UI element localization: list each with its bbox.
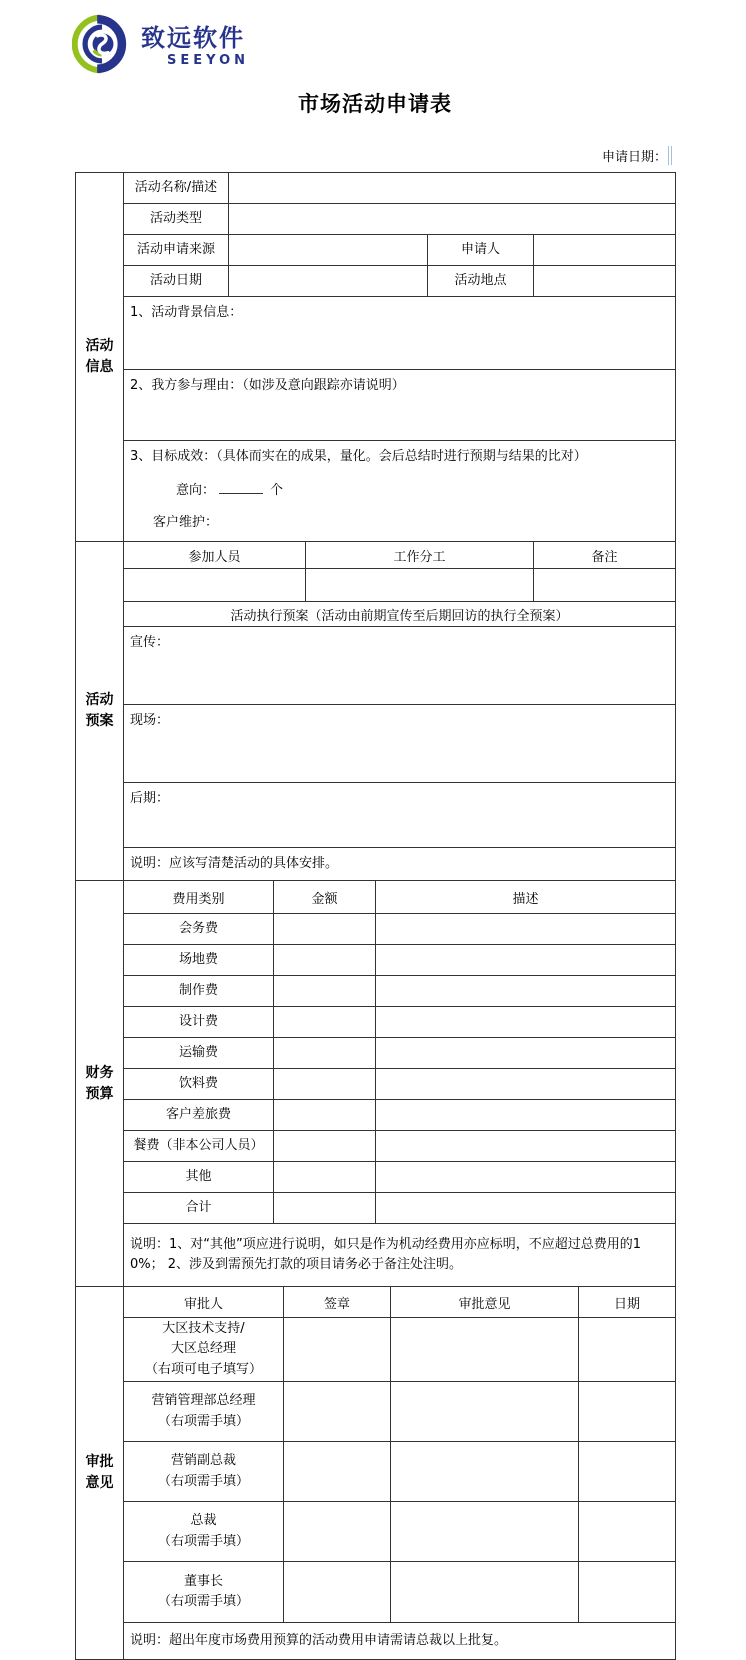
apply-date-label: 申请日期： <box>601 150 667 165</box>
page-title: 市场活动申请表 <box>298 92 452 116</box>
field-opinion[interactable] <box>391 1562 579 1623</box>
approver-row-label: 董事长 （右项需手填） <box>124 1562 284 1623</box>
label-activity-source: 活动申请来源 <box>124 235 229 266</box>
section-financial-budget <box>75 880 676 1287</box>
logo-cn-name: 致远软件 <box>141 24 245 52</box>
note-participation-reason[interactable]: 2、我方参与理由：（如涉及意向跟踪亦请说明） <box>124 370 676 441</box>
fee-row-label: 运输费 <box>124 1038 274 1069</box>
field-activity-type[interactable] <box>229 204 676 235</box>
section-label-activity-plan: 活动 预案 <box>76 542 124 881</box>
field-description[interactable] <box>376 976 676 1007</box>
field-activity-date[interactable] <box>229 266 428 297</box>
field-description[interactable] <box>376 1162 676 1193</box>
field-amount[interactable] <box>274 1069 376 1100</box>
text-cursor[interactable] <box>668 146 672 165</box>
approver-row-label: 营销副总裁 （右项需手填） <box>124 1442 284 1502</box>
seeyon-swirl-icon <box>72 13 134 75</box>
note-target-results[interactable] <box>124 441 676 542</box>
field-work-division[interactable] <box>306 569 534 602</box>
field-onsite[interactable]: 现场： <box>124 705 676 783</box>
field-description[interactable] <box>376 945 676 976</box>
field-description[interactable] <box>376 1193 676 1224</box>
field-date[interactable] <box>579 1502 676 1562</box>
field-description[interactable] <box>376 914 676 945</box>
field-description[interactable] <box>376 1007 676 1038</box>
field-amount[interactable] <box>274 1007 376 1038</box>
field-date[interactable] <box>579 1382 676 1442</box>
field-description[interactable] <box>376 1131 676 1162</box>
apply-date-line <box>75 146 672 165</box>
field-signature[interactable] <box>284 1442 391 1502</box>
intent-blank-field[interactable] <box>219 480 263 494</box>
field-participants[interactable] <box>124 569 306 602</box>
fee-row-label: 设计费 <box>124 1007 274 1038</box>
budget-note: 说明：1、对“其他”项应进行说明，如只是作为机动经费用亦应标明，不应超过总费用的10%； 2、涉及到需预先打款的项目请务必于备注处注明。 <box>124 1224 676 1287</box>
fee-row-label: 其他 <box>124 1162 274 1193</box>
field-date[interactable] <box>579 1562 676 1623</box>
fee-row-label: 制作费 <box>124 976 274 1007</box>
field-followup[interactable]: 后期： <box>124 783 676 848</box>
header-work-division: 工作分工 <box>306 542 534 569</box>
field-signature[interactable] <box>284 1382 391 1442</box>
approver-row-label: 营销管理部总经理 （右项需手填） <box>124 1382 284 1442</box>
field-remark[interactable] <box>534 569 676 602</box>
field-amount[interactable] <box>274 1131 376 1162</box>
field-signature[interactable] <box>284 1502 391 1562</box>
fee-row-label: 场地费 <box>124 945 274 976</box>
field-amount[interactable] <box>274 976 376 1007</box>
label-activity-date: 活动日期 <box>124 266 229 297</box>
fee-row-label: 会务费 <box>124 914 274 945</box>
target-results-text: 3、目标成效：（具体而实在的成果，量化。会后总结时进行预期与结果的比对） <box>130 449 587 464</box>
header-execution-plan: 活动执行预案（活动由前期宣传至后期回访的执行全预案） <box>124 602 676 627</box>
field-signature[interactable] <box>284 1318 391 1382</box>
section-activity-plan <box>75 541 676 881</box>
section-label-activity-info: 活动 信息 <box>76 173 124 542</box>
section-approval-opinion <box>75 1286 676 1660</box>
section-label-financial-budget: 财务 预算 <box>76 881 124 1287</box>
header-remark: 备注 <box>534 542 676 569</box>
header-description: 描述 <box>376 881 676 914</box>
fee-row-label: 饮料费 <box>124 1069 274 1100</box>
header-amount: 金额 <box>274 881 376 914</box>
field-amount[interactable] <box>274 1038 376 1069</box>
field-description[interactable] <box>376 1069 676 1100</box>
fee-row-label: 合计 <box>124 1193 274 1224</box>
seeyon-logo <box>72 13 249 75</box>
field-amount[interactable] <box>274 945 376 976</box>
customer-maintenance-line: 客户维护： <box>153 515 219 531</box>
header-approval-opinion: 审批意见 <box>391 1287 579 1318</box>
label-activity-location: 活动地点 <box>428 266 534 297</box>
header-participants: 参加人员 <box>124 542 306 569</box>
section-label-approval: 审批 意见 <box>76 1287 124 1660</box>
intent-line: 意向： 个 <box>176 480 669 501</box>
label-activity-type: 活动类型 <box>124 204 229 235</box>
header-approver: 审批人 <box>124 1287 284 1318</box>
field-date[interactable] <box>579 1442 676 1502</box>
field-activity-source[interactable] <box>229 235 428 266</box>
label-applicant: 申请人 <box>428 235 534 266</box>
field-opinion[interactable] <box>391 1382 579 1442</box>
field-signature[interactable] <box>284 1562 391 1623</box>
approver-row-label: 总裁 （右项需手填） <box>124 1502 284 1562</box>
header-date: 日期 <box>579 1287 676 1318</box>
note-background-info[interactable]: 1、活动背景信息： <box>124 297 676 370</box>
logo-text <box>141 13 249 67</box>
field-opinion[interactable] <box>391 1502 579 1562</box>
field-date[interactable] <box>579 1318 676 1382</box>
field-activity-name[interactable] <box>229 173 676 204</box>
approver-row-label: 大区技术支持/ 大区总经理 （右项可电子填写） <box>124 1318 284 1382</box>
header-fee-category: 费用类别 <box>124 881 274 914</box>
field-amount[interactable] <box>274 1162 376 1193</box>
fee-row-label: 客户差旅费 <box>124 1100 274 1131</box>
section-activity-info <box>75 172 676 542</box>
field-description[interactable] <box>376 1100 676 1131</box>
field-amount[interactable] <box>274 1100 376 1131</box>
field-activity-location[interactable] <box>534 266 676 297</box>
field-description[interactable] <box>376 1038 676 1069</box>
header-signature: 签章 <box>284 1287 391 1318</box>
approval-note: 说明：超出年度市场费用预算的活动费用申请需请总裁以上批复。 <box>124 1623 676 1660</box>
field-opinion[interactable] <box>391 1442 579 1502</box>
logo-en-name: SEEYON <box>167 53 250 68</box>
field-applicant[interactable] <box>534 235 676 266</box>
field-amount[interactable] <box>274 1193 376 1224</box>
plan-note: 说明：应该写清楚活动的具体安排。 <box>124 848 676 881</box>
field-amount[interactable] <box>274 914 376 945</box>
application-form <box>75 172 675 1660</box>
fee-row-label: 餐费（非本公司人员） <box>124 1131 274 1162</box>
label-activity-name: 活动名称/描述 <box>124 173 229 204</box>
field-promotion[interactable]: 宣传： <box>124 627 676 705</box>
field-opinion[interactable] <box>391 1318 579 1382</box>
